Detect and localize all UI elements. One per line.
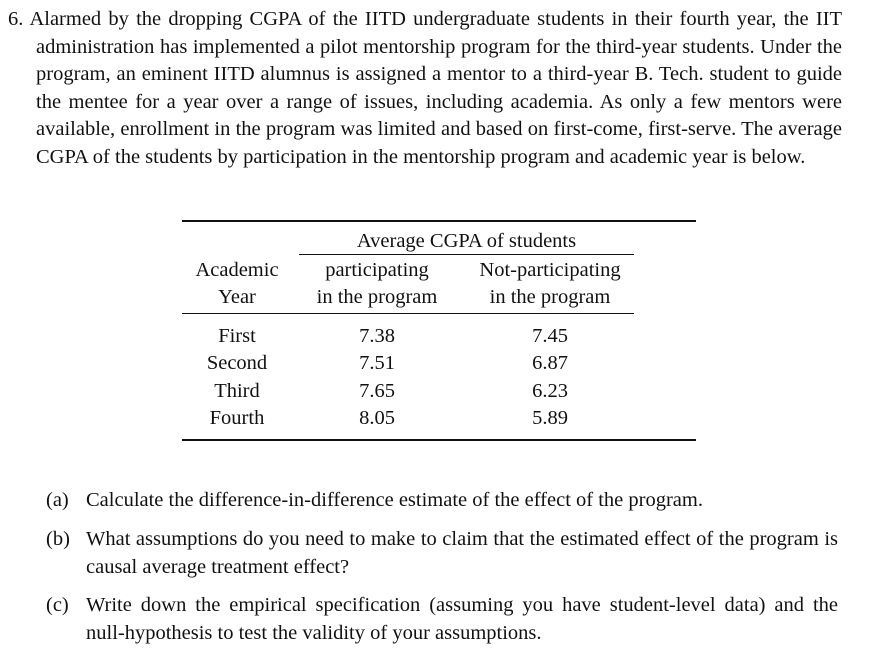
table-cell-year: Fourth: [209, 407, 265, 429]
header-year: Year: [218, 286, 256, 308]
problem-statement: [8, 6, 842, 171]
table-cell-participating: 7.65: [359, 380, 395, 402]
question-text: Write down the empirical specification (assuming you have student-level data) and the null-hypothesis to test the validity of your assumptions.: [86, 594, 838, 644]
table-cell-not-participating: 7.45: [532, 325, 568, 347]
table-spanner-header: Average CGPA of students: [356, 230, 577, 252]
table-header-rule: [182, 313, 634, 314]
problem-text: Alarmed by the dropping CGPA of the IITD undergraduate students in their fourth year, the IIT administration has implemented a pilot mentorship program for the third-year students. Under the program, an eminent IITD alumnus is assigned a mentor to a third-year B. Tech. student to guide the mentee for a year over a range of issues, including academia. As only a few mentors were available, enrollment in the program was limited and based on first-come, first-serve. The average CGPA of the students by participation in the mentorship program and academic year is below.: [29, 8, 842, 168]
cgpa-table: [182, 220, 696, 442]
table-cell-not-participating: 6.87: [532, 352, 568, 374]
question-text: What assumptions do you need to make to claim that the estimated effect of the program is causal average treatment effect?: [86, 528, 838, 578]
header-academic: Academic: [195, 259, 279, 281]
table-cell-year: First: [218, 325, 256, 347]
question-label: (a): [46, 489, 69, 511]
table-bottom-rule: [182, 439, 696, 441]
header-not-participating: Not-participating: [479, 259, 621, 281]
table-cell-participating: 8.05: [359, 407, 395, 429]
question-a: [46, 487, 838, 515]
spanner-underline: [299, 254, 634, 255]
question-label: (c): [46, 594, 69, 616]
table-cell-not-participating: 5.89: [532, 407, 568, 429]
table-top-rule: [182, 220, 696, 222]
table-cell-year: Third: [214, 380, 260, 402]
problem-number: 6.: [8, 8, 30, 30]
question-label: (b): [46, 528, 70, 550]
header-participating-sub: in the program: [316, 286, 438, 308]
table-cell-participating: 7.38: [359, 325, 395, 347]
header-participating: participating: [325, 259, 429, 281]
question-text: Calculate the difference-in-difference estimate of the effect of the program.: [86, 489, 703, 511]
table-cell-year: Second: [206, 352, 268, 374]
question-c: [46, 592, 838, 647]
question-b: [46, 526, 838, 581]
table-cell-participating: 7.51: [359, 352, 395, 374]
header-not-participating-sub: in the program: [489, 286, 611, 308]
table-cell-not-participating: 6.23: [532, 380, 568, 402]
